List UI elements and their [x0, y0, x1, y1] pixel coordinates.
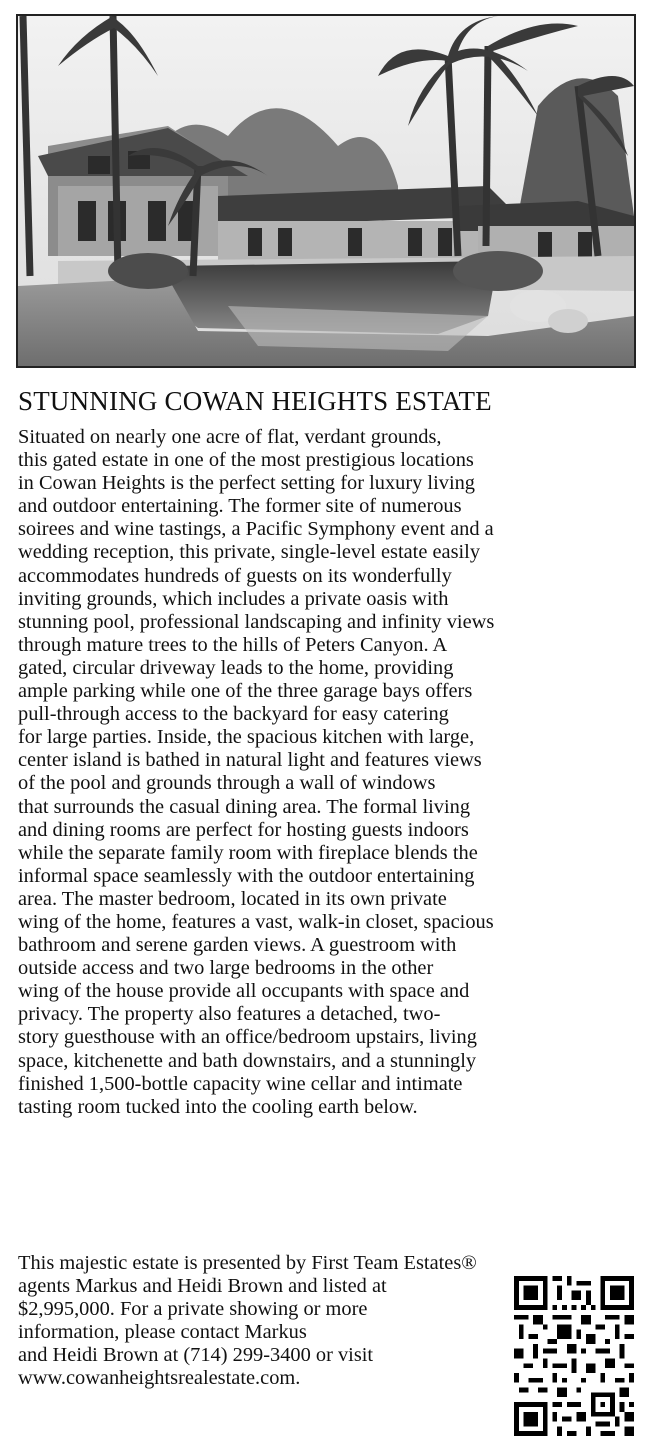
estate-photo — [16, 14, 636, 368]
contact-paragraph: This majestic estate is presented by First Team Estates® agents Markus and Heidi Brown and listed at $2,995,000. For a private showing or more information, please contact Markus and Heidi Brown at (714) 299-3400 or visit www.cowanheightsrealestate.com. — [18, 1252, 477, 1390]
article-headline: STUNNING COWAN HEIGHTS ESTATE — [18, 386, 492, 416]
qr-code-icon[interactable] — [514, 1276, 634, 1436]
body-paragraph: Situated on nearly one acre of flat, verdant grounds, this gated estate in one of the most prestigious locations in Cowan Heights is the perfect setting for luxury living and outdoor entertaining. The former site of numerous soirees and wine tastings, a Pacific Symphony event and a wedding reception, this private, single-level estate easily accommodates hundreds of guests on its wonderfully inviting grounds, which includes a private oasis with stunning pool, professional landscaping and infinity views through mature trees to the hills of Peters Canyon. A gated, circular driveway leads to the home, providing ample parking while one of the three garage bays offers pull-through access to the backyard for easy catering for large parties. Inside, the spacious kitchen with large, center island is bathed in natural light and features views of the pool and grounds through a wall of windows that surrounds the casual dining area. The formal living and dining rooms are perfect for hosting guests indoors while the separate family room with fireplace blends the informal space seamlessly with the outdoor entertaining area. The master bedroom, located in its own private wing of the home, features a vast, walk-in closet, spacious bathroom and serene garden views. A guestroom with outside access and two large bedrooms in the other wing of the house provide all occupants with space and privacy. The property also features a detached, two- story guesthouse with an office/bedroom upstairs, living space, kitchenette and bath downstairs, and a stunningly finished 1,500-bottle capacity wine cellar and intimate tasting room tucked into the cooling earth below. — [18, 426, 495, 1118]
article-body — [18, 426, 638, 1119]
